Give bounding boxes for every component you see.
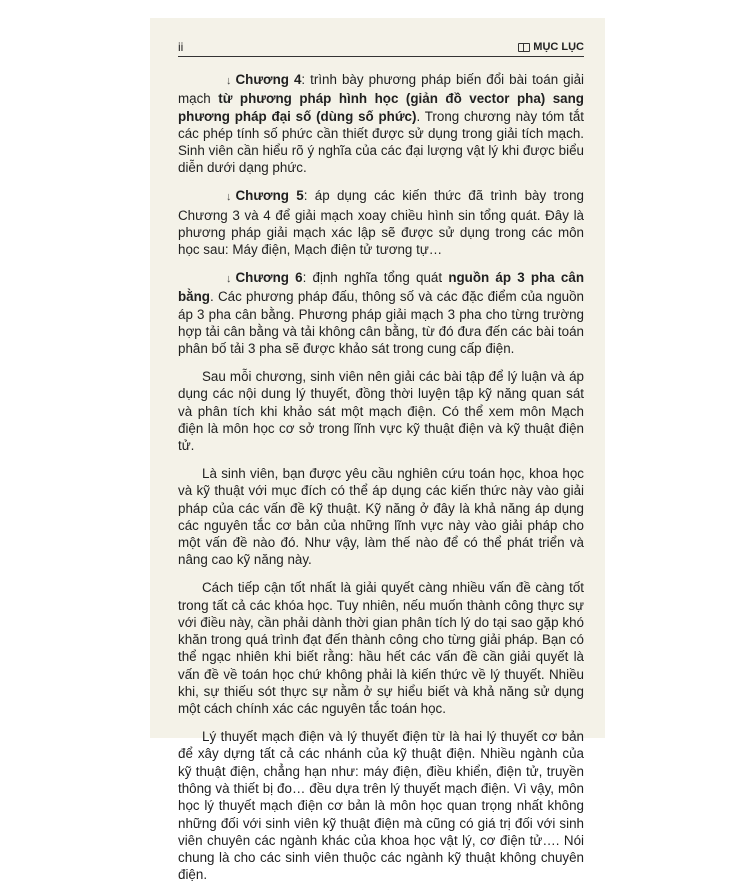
paragraph bbox=[178, 465, 584, 569]
bold-text: từ phương pháp hình học (giản đồ vector pha) sang phương pháp đại số (dùng số phức) bbox=[178, 91, 584, 124]
paragraph bbox=[178, 579, 584, 717]
text: Lý thuyết mạch điện và lý thuyết điện từ là hai lý thuyết cơ bản để xây dựng tất cả các nhánh của kỹ thuật điện. Nhiều ngành của kỹ thuật điện, chẳng hạn như: máy điện, điều khiển, điện tử, truyền thông và thiết bị đo… đều dựa trên lý thuyết mạch điện. Vì vậy, môn học lý thuyết mạch điện cơ bản là môn học quan trọng nhất không những đối với sinh viên kỹ thuật điện mà cũng có giá trị đối với sinh viên chuyên các ngành khác của khoa học vật lý, cơ điện tử…. Nói chung là cho các sinh viên thuộc các ngành kỹ thuật không chuyên điện. bbox=[178, 729, 584, 883]
book-icon bbox=[518, 43, 530, 52]
text: . Các phương pháp đấu, thông số và các đặc điểm của nguồn áp 3 pha cân bằng. Phương pháp giải mạch 3 pha cho từng trường hợp tải cân bằng và tải không cân bằng, từ đó đưa đến các bài toán phân bố tải 3 pha sẽ được khảo sát trong cung cấp điện. bbox=[178, 289, 584, 357]
bold-text: Chương 4 bbox=[235, 72, 302, 87]
bold-text: Chương 6 bbox=[235, 269, 303, 285]
bold-text: nguồn áp 3 pha cân bằng bbox=[178, 269, 585, 305]
page-body bbox=[178, 71, 584, 894]
text: . Trong chương này tóm tắt các phép tính số phức cần thiết được sử dụng trong giải tích mạch. Sinh viên cần hiểu rõ ý nghĩa của các đại lượng vật lý khi được biểu diễn dưới dạng phức. bbox=[178, 108, 584, 176]
text: : định nghĩa tổng quát bbox=[302, 269, 449, 285]
text: Cách tiếp cận tốt nhất là giải quyết càng nhiều vấn đề càng tốt trong tất cả các khóa học. Tuy nhiên, nếu muốn thành công thực sự với điều này, cần phải dành thời gian phân tích lý do tại sao gặp khó khăn trong quá trình đạt đến thành công cho từng giải pháp. Bạn có thể ngạc nhiên khi biết rằng: hầu hết các vấn đề cần giải quyết là vấn đề về toán học chứ không phải là kiến thức về lý thuyết. Nhiều khi, sự thiếu sót thực sự nằm ở sự hiểu biết và khả năng sử dụng một cách chính xác các nguyên tắc toán học. bbox=[178, 580, 584, 717]
paragraph bbox=[178, 187, 584, 258]
arrow-bullet-icon: ↓ bbox=[226, 191, 232, 204]
text: : trình bày phương pháp biến đổi bài toán giải mạch bbox=[178, 72, 585, 107]
paragraph bbox=[178, 728, 584, 884]
section-title: MỤC LỤC bbox=[533, 41, 584, 53]
text: Là sinh viên, bạn được yêu cầu nghiên cứu toán học, khoa học và kỹ thuật với mục đích có thể áp dụng các kiến thức này vào giải pháp của các vấn đề kỹ thuật. Kỹ năng ở đây là khả năng áp dụng các nguyên tắc cơ bản của những lĩnh vực này vào giải pháp cho một vấn đề nào đó. Như vậy, làm thế nào để có thể phát triển và nâng cao kỹ năng này. bbox=[178, 465, 584, 568]
bold-text: Chương 5 bbox=[235, 188, 304, 204]
section-header bbox=[518, 41, 584, 53]
paragraph bbox=[178, 71, 584, 177]
arrow-bullet-icon: ↓ bbox=[226, 272, 232, 285]
paragraph bbox=[178, 368, 584, 454]
arrow-bullet-icon: ↓ bbox=[226, 75, 232, 87]
page-number: ii bbox=[178, 40, 184, 54]
page-header bbox=[178, 40, 584, 57]
text: Sau mỗi chương, sinh viên nên giải các bài tập để lý luận và áp dụng các nội dung lý thuyết, đồng thời luyện tập kỹ năng quan sát và phân tích khi khảo sát một mạch điện. Có thể xem môn Mạch điện là môn học cơ sở trong lĩnh vực kỹ thuật điện và kỹ thuật điện tử. bbox=[178, 368, 584, 454]
paragraph bbox=[178, 269, 584, 357]
text: : áp dụng các kiến thức đã trình bày trong Chương 3 và 4 để giải mạch xoay chiều hình sin tổng quát. Đây là phương pháp giải mạch xác lập sẽ được sử dụng trong các môn học sau: Máy điện, Mạch điện tử tương tự… bbox=[178, 188, 585, 258]
